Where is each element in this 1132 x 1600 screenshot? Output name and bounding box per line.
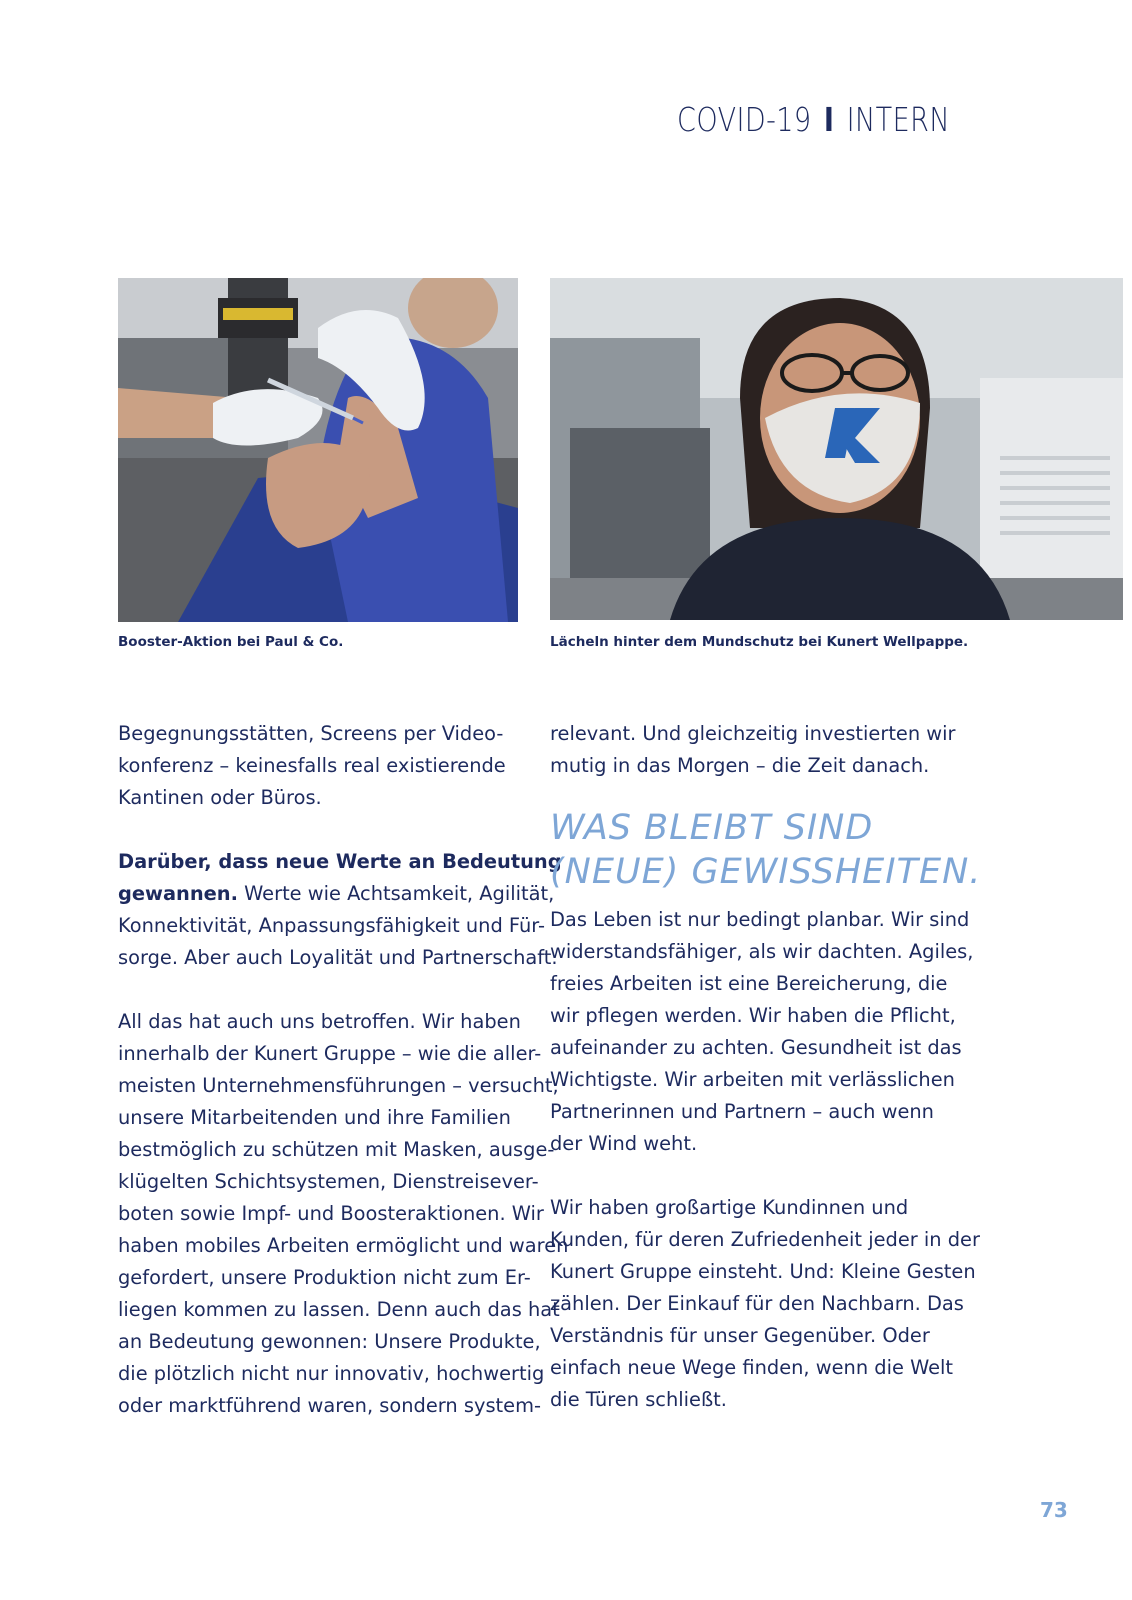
body-line: die Türen schließt. xyxy=(550,1388,727,1411)
section-heading xyxy=(550,806,982,894)
body-line: gefordert, unsere Produktion nicht zum Er- xyxy=(118,1266,531,1289)
body-line: aufeinander zu achten. Gesundheit ist das xyxy=(550,1036,962,1059)
body-line: Wichtigste. Wir arbeiten mit verlässlichen xyxy=(550,1068,955,1091)
body-line: Kunert Gruppe einsteht. Und: Kleine Gesten xyxy=(550,1260,976,1283)
page-number: 73 xyxy=(1040,1498,1068,1522)
body-line: Begegnungsstätten, Screens per Video- xyxy=(118,722,504,745)
woman-with-mask-photo xyxy=(550,278,1123,620)
header-section: COVID-19 xyxy=(677,100,812,139)
photo-caption: Lächeln hinter dem Mundschutz bei Kunert Wellpappe. xyxy=(550,634,969,650)
header-separator: I xyxy=(823,100,835,139)
body-line: haben mobiles Arbeiten ermöglicht und waren xyxy=(118,1234,569,1257)
body-line: Wir haben großartige Kundinnen und xyxy=(550,1196,909,1219)
body-line: konferenz – keinesfalls real existierende xyxy=(118,754,506,777)
body-line: sorge. Aber auch Loyalität und Partnerschaft. xyxy=(118,946,558,969)
body-line: meisten Unternehmensführungen – versucht, xyxy=(118,1074,559,1097)
body-line: Das Leben ist nur bedingt planbar. Wir sind xyxy=(550,908,970,931)
body-line: Verständnis für unser Gegenüber. Oder xyxy=(550,1324,930,1347)
body-line: boten sowie Impf- und Boosteraktionen. Wir xyxy=(118,1202,544,1225)
text-column-right xyxy=(550,718,982,1416)
body-line: liegen kommen zu lassen. Denn auch das hat xyxy=(118,1298,560,1321)
lead-in-bold: gewannen. xyxy=(118,882,238,905)
body-line: wir pflegen werden. Wir haben die Pflicht, xyxy=(550,1004,956,1027)
heading-line: WAS BLEIBT SIND xyxy=(550,808,874,848)
body-text: Werte wie Achtsamkeit, Agilität, xyxy=(237,882,555,905)
heading-line: (NEUE) GEWISSHEITEN. xyxy=(550,852,982,892)
body-line: einfach neue Wege finden, wenn die Welt xyxy=(550,1356,954,1379)
body-line-bold: Darüber, dass neue Werte an Bedeutung xyxy=(118,850,562,873)
body-line: Kunden, für deren Zufriedenheit jeder in der xyxy=(550,1228,980,1251)
section-header xyxy=(663,100,950,139)
photo-caption: Booster-Aktion bei Paul & Co. xyxy=(118,634,344,650)
body-line: zählen. Der Einkauf für den Nachbarn. Das xyxy=(550,1292,964,1315)
body-line: an Bedeutung gewonnen: Unsere Produkte, xyxy=(118,1330,541,1353)
body-line: relevant. Und gleichzeitig investierten wir xyxy=(550,722,956,745)
header-category: INTERN xyxy=(846,100,950,139)
body-line: Konnektivität, Anpassungsfähigkeit und Für- xyxy=(118,914,546,937)
text-column-left xyxy=(118,718,569,1422)
body-line: Partnerinnen und Partnern – auch wenn xyxy=(550,1100,934,1123)
body-line: freies Arbeiten ist eine Bereicherung, die xyxy=(550,972,948,995)
body-line: innerhalb der Kunert Gruppe – wie die aller- xyxy=(118,1042,542,1065)
body-line: Kantinen oder Büros. xyxy=(118,786,322,809)
body-line: widerstandsfähiger, als wir dachten. Agiles, xyxy=(550,940,974,963)
body-line xyxy=(118,878,555,910)
body-line: der Wind weht. xyxy=(550,1132,698,1155)
body-line: oder marktführend waren, sondern system- xyxy=(118,1394,541,1417)
body-line: mutig in das Morgen – die Zeit danach. xyxy=(550,754,930,777)
body-line: bestmöglich zu schützen mit Masken, ausge- xyxy=(118,1138,555,1161)
body-line: All das hat auch uns betroffen. Wir haben xyxy=(118,1010,521,1033)
body-line: die plötzlich nicht nur innovativ, hochwertig xyxy=(118,1362,545,1385)
body-line: klügelten Schichtsystemen, Dienstreisever- xyxy=(118,1170,539,1193)
body-line: unsere Mitarbeitenden und ihre Familien xyxy=(118,1106,511,1129)
booster-vaccination-photo xyxy=(118,278,518,622)
